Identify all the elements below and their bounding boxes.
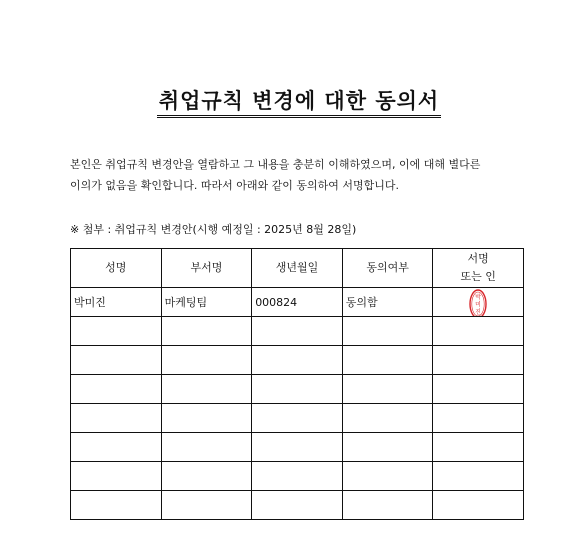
cell-birthdate[interactable] (252, 491, 343, 520)
attachment-note: ※ 첨부 : 취업규칙 변경안(시행 예정일 : 2025년 8월 28일) (70, 223, 357, 236)
cell-name[interactable] (71, 433, 162, 462)
header-signature-line-1: 서명 (467, 252, 489, 265)
table-row (71, 346, 524, 375)
cell-name[interactable]: 박미진 (71, 288, 162, 317)
table-row (71, 288, 524, 317)
table-row (71, 433, 524, 462)
consent-statement-line-1: 본인은 취업규칙 변경안을 열람하고 그 내용을 충분히 이해하였으며, 이에 대해 별다른 (70, 158, 481, 171)
table-row (71, 375, 524, 404)
cell-consent[interactable] (342, 375, 433, 404)
cell-name[interactable] (71, 491, 162, 520)
cell-birthdate[interactable] (252, 317, 343, 346)
consent-table (70, 248, 524, 520)
header-signature (433, 249, 524, 288)
svg-text:미: 미 (475, 301, 482, 309)
header-birthdate: 생년월일 (252, 249, 343, 288)
cell-signature[interactable] (433, 491, 524, 520)
cell-birthdate[interactable] (252, 346, 343, 375)
table-row (71, 317, 524, 346)
cell-name[interactable] (71, 346, 162, 375)
document-title-text: 취업규칙 변경에 대한 동의서 (157, 88, 441, 118)
document-title (0, 88, 588, 118)
cell-consent[interactable] (342, 462, 433, 491)
cell-signature[interactable] (433, 288, 524, 317)
cell-birthdate[interactable] (252, 433, 343, 462)
table-row (71, 462, 524, 491)
cell-department[interactable] (161, 317, 252, 346)
cell-birthdate[interactable]: 000824 (252, 288, 343, 317)
cell-name[interactable] (71, 404, 162, 433)
cell-department[interactable] (161, 462, 252, 491)
cell-consent[interactable] (342, 346, 433, 375)
cell-signature[interactable] (433, 433, 524, 462)
cell-department[interactable] (161, 346, 252, 375)
cell-consent[interactable] (342, 404, 433, 433)
cell-name[interactable] (71, 375, 162, 404)
cell-department[interactable] (161, 375, 252, 404)
cell-birthdate[interactable] (252, 462, 343, 491)
cell-consent[interactable] (342, 317, 433, 346)
svg-text:진: 진 (475, 309, 482, 316)
table-header-row (71, 249, 524, 288)
cell-signature[interactable] (433, 375, 524, 404)
cell-department[interactable] (161, 433, 252, 462)
cell-birthdate[interactable] (252, 375, 343, 404)
cell-department[interactable] (161, 491, 252, 520)
cell-consent[interactable]: 동의함 (342, 288, 433, 317)
svg-text:박: 박 (475, 294, 482, 301)
consent-statement (70, 154, 532, 196)
cell-name[interactable] (71, 317, 162, 346)
cell-consent[interactable] (342, 491, 433, 520)
cell-signature[interactable] (433, 462, 524, 491)
header-signature-line-2: 또는 인 (460, 270, 496, 283)
seal-stamp-icon (469, 289, 487, 317)
consent-statement-line-2: 이의가 없음을 확인합니다. 따라서 아래와 같이 동의하여 서명합니다. (70, 179, 399, 192)
header-department: 부서명 (161, 249, 252, 288)
cell-birthdate[interactable] (252, 404, 343, 433)
header-name: 성명 (71, 249, 162, 288)
cell-consent[interactable] (342, 433, 433, 462)
cell-signature[interactable] (433, 317, 524, 346)
cell-department[interactable] (161, 404, 252, 433)
table-row (71, 404, 524, 433)
table-row (71, 491, 524, 520)
cell-signature[interactable] (433, 346, 524, 375)
cell-department[interactable]: 마케팅팀 (161, 288, 252, 317)
cell-signature[interactable] (433, 404, 524, 433)
header-consent: 동의여부 (342, 249, 433, 288)
cell-name[interactable] (71, 462, 162, 491)
